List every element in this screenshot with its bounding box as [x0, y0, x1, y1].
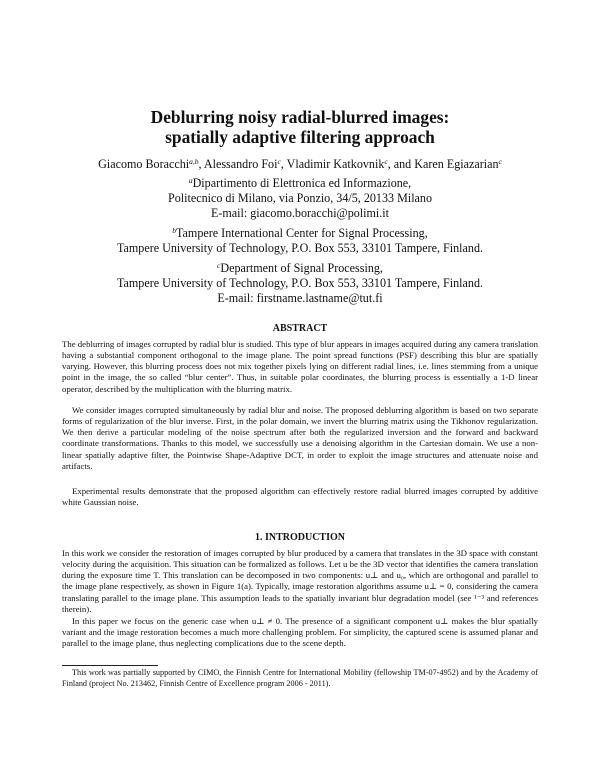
abstract-heading: ABSTRACT: [272, 323, 328, 334]
author-egiazarian-affiliation: c: [498, 157, 502, 166]
author-foi: , Alessandro Foi: [198, 157, 278, 171]
affiliation-a-line-2: Politecnico di Milano, via Ponzio, 34/5, 20133 Milano: [167, 191, 433, 205]
affiliation-b-marker: b: [172, 226, 177, 235]
affiliation-c-dept: Department of Signal Processing,: [220, 261, 383, 275]
author-katkovnik: , Vladimir Katkovnik: [280, 157, 385, 171]
author-katkovnik-affiliation: c: [384, 157, 388, 166]
introduction-paragraph-1: In this work we consider the restoration of images corrupted by blur produced by a camera that translates in the 3D space with constant velocity during the acquisition. This situation can be formalized as follows. Let u be the 3D vector that identifies the camera translation during the exposure time T. This translation can be decomposed in two components: u⊥ and u₀, which are orthogonal and parallel to the image plane respectively, as shown in Figure 1(a). Typically, image restoration algorithms assume u⊥ = 0, considering the camera translating parallel to the image plane. This assumption leads to the spatially invariant blur degradation model (see ¹⁻³ and references therein).: [62, 548, 538, 614]
affiliation-a-dept: Dipartimento di Elettronica ed Informazione,: [192, 176, 412, 190]
affiliation-a: [0, 176, 600, 221]
affiliation-a-marker: a: [188, 176, 193, 185]
affiliation-c-marker: c: [217, 261, 221, 270]
author-list: [0, 157, 600, 172]
affiliation-a-email: E-mail: giacomo.boracchi@polimi.it: [210, 206, 390, 220]
author-boracchi-affiliation: a,b: [189, 157, 199, 166]
affiliation-c-email: E-mail: firstname.lastname@tut.fi: [217, 291, 383, 305]
author-boracchi: Giacomo Boracchi: [98, 157, 190, 171]
affiliation-c-line-1: [0, 261, 600, 276]
footnote: This work was partially supported by CIMO, the Finnish Centre for International Mobility (fellowship TM-07-4952) and by the Academy of Finland (project No. 213462, Finnish Centre of Excellence program 2006 - 2011).: [62, 668, 538, 688]
abstract-paragraph-1: The deblurring of images corrupted by radial blur is studied. This type of blur appears in images acquired during any camera translation having a substantial component orthogonal to the image plane. The point spread functions (PSF) describing this blur are spatially varying. However, this blurring process does not mix together pixels lying on different radial lines, i.e. lines stemming from a unique point in the image, the so called “blur center”. Thus, in suitable polar coordinates, the blurring process is essentially a 1-D linear operator, described by the multiplication with the blurring matrix.: [62, 339, 538, 394]
affiliation-b: [0, 226, 600, 256]
author-egiazarian: , and Karen Egiazarian: [387, 157, 499, 171]
introduction-paragraph-2: In this paper we focus on the generic case when u⊥ ≠ 0. The presence of a significant component u⊥ makes the blur spatially variant and the image restoration becomes a much more challenging problem. For simplicity, the captured scene is assumed planar and parallel to the image plane, thus neglecting complications due to the scene depth.: [62, 616, 538, 649]
introduction-heading: 1. INTRODUCTION: [254, 532, 345, 543]
paper-title-line-1: Deblurring noisy radial-blurred images:: [150, 107, 450, 127]
affiliation-a-line-1: [0, 176, 600, 191]
abstract-paragraph-3: Experimental results demonstrate that the proposed algorithm can effectively restore radial blurred images corrupted by additive white Gaussian noise.: [62, 486, 538, 508]
affiliation-b-line-2: Tampere University of Technology, P.O. Box 553, 33101 Tampere, Finland.: [116, 241, 484, 255]
footnote-rule: [62, 665, 158, 666]
affiliation-b-line-1: [0, 226, 600, 241]
affiliation-b-center: Tampere International Center for Signal Processing,: [176, 226, 428, 240]
author-foi-affiliation: c: [277, 157, 281, 166]
paper-title-line-2: spatially adaptive filtering approach: [165, 127, 435, 147]
affiliation-c-line-2: Tampere University of Technology, P.O. Box 553, 33101 Tampere, Finland.: [116, 276, 484, 290]
abstract-paragraph-2: We consider images corrupted simultaneously by radial blur and noise. The proposed deblurring algorithm is based on two separate forms of regularization of the blur inverse. First, in the polar domain, we invert the blurring matrix using the Tikhonov regularization. We then derive a particular modeling of the noise spectrum after both the regularized inversion and the forward and backward coordinate transformations. Thanks to this model, we successfully use a denoising algorithm in the Cartesian domain. We use a non-linear spatially adaptive filter, the Pointwise Shape-Adaptive DCT, in order to exploit the image structures and attenuate noise and artifacts.: [62, 405, 538, 471]
affiliation-c: [0, 261, 600, 306]
